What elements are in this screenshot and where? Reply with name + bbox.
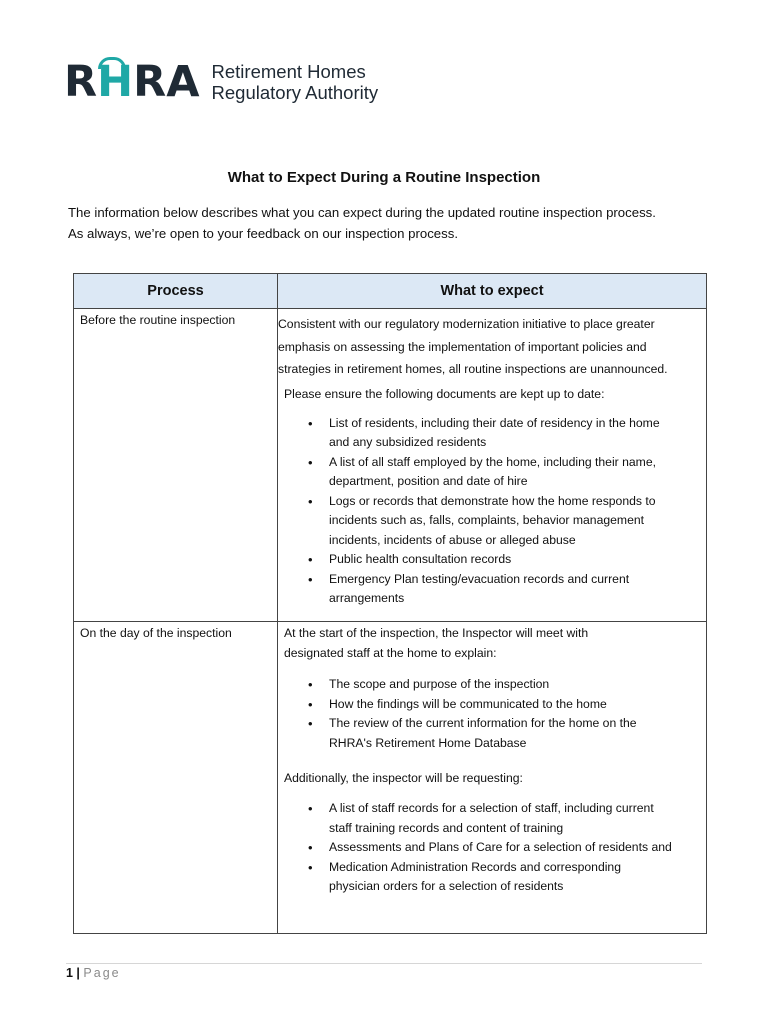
table-row: [74, 309, 707, 622]
header-what-to-expect: What to expect: [278, 274, 707, 309]
row1-bullet-list: [278, 414, 706, 609]
page-separator: |: [72, 966, 84, 980]
row2-lead-line: designated staff at the home to explain:: [284, 646, 497, 660]
row1-intro: [278, 313, 706, 381]
process-cell: On the day of the inspection: [74, 622, 278, 934]
logo-text: [212, 61, 379, 103]
row1-lead: Please ensure the following documents are kept up to date:: [284, 386, 605, 401]
row2-bullet-list: [278, 675, 706, 753]
row2-lead2: Additionally, the inspector will be requesting:: [284, 771, 523, 785]
list-item: • Assessments and Plans of Care for a selection of residents and: [329, 838, 706, 858]
logo-line-2: Regulatory Authority: [211, 82, 379, 103]
rhra-logo: [64, 56, 378, 108]
table-row: [74, 622, 707, 934]
table-header-row: [74, 274, 707, 309]
page-footer: [66, 966, 121, 980]
list-item: • Medication Administration Records and corresponding physician orders for a selection of residents: [329, 858, 706, 897]
inspection-table: [73, 273, 707, 934]
list-item: • A list of staff records for a selection of staff, including current staff training records and content of training: [329, 799, 706, 838]
list-item: • Logs or records that demonstrate how the home responds to incidents such as, falls, complaints, behavior management incidents, incidents of abuse or alleged abuse: [329, 492, 706, 551]
list-item: • Emergency Plan testing/evacuation records and current arrangements: [329, 570, 706, 609]
row2-lead-line: At the start of the inspection, the Inspector will meet with: [284, 626, 589, 640]
intro-line-2: As always, we’re open to your feedback on our inspection process.: [68, 226, 458, 241]
row1-intro-line: emphasis on assessing the implementation of important policies and: [278, 339, 647, 354]
intro-paragraph: [68, 202, 708, 244]
logo-line-1: Retirement Homes: [211, 61, 366, 82]
row2-lead: [278, 623, 706, 663]
process-cell: Before the routine inspection: [74, 309, 278, 622]
footer-divider: [66, 963, 702, 964]
page-number: 1: [66, 966, 73, 980]
list-item: • A list of all staff employed by the home, including their name, department, position and date of hire: [329, 453, 706, 492]
list-item: • How the findings will be communicated to the home: [329, 695, 706, 715]
row1-intro-line: Consistent with our regulatory modernization initiative to place greater: [278, 317, 655, 331]
row2-bullet-list-2: [278, 799, 706, 897]
logo-mark: RHRA: [64, 56, 200, 107]
list-item: • Public health consultation records: [329, 550, 706, 570]
intro-line-1: The information below describes what you can expect during the updated routine inspection process.: [68, 205, 656, 220]
row1-intro-line: strategies in retirement homes, all routine inspections are unannounced.: [278, 362, 668, 376]
expect-cell: [278, 622, 707, 934]
header-process: Process: [74, 274, 278, 309]
page-label: Page: [83, 966, 121, 980]
list-item: • List of residents, including their date of residency in the home and any subsidized residents: [329, 414, 706, 453]
page-title: What to Expect During a Routine Inspection: [227, 169, 541, 186]
expect-cell: [278, 309, 707, 622]
list-item: • The scope and purpose of the inspection: [329, 675, 706, 695]
list-item: • The review of the current information for the home on the RHRA's Retirement Home Database: [329, 714, 706, 753]
